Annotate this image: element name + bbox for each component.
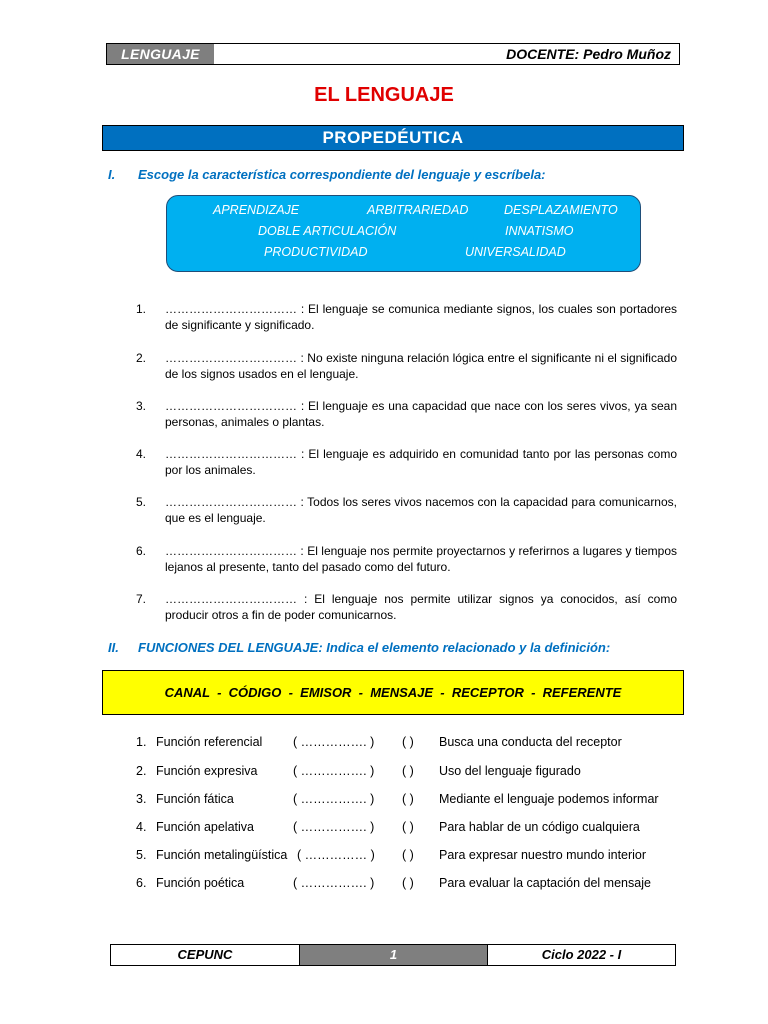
definition-blank: ( ) bbox=[402, 848, 414, 862]
header-bar bbox=[106, 43, 680, 65]
definition-blank: ( ) bbox=[402, 764, 414, 778]
element-blank: ( ……………. ) bbox=[293, 735, 375, 749]
definition-text: Para hablar de un código cualquiera bbox=[439, 820, 640, 834]
item-number: 2. bbox=[136, 351, 147, 365]
part2-number: II. bbox=[108, 640, 119, 655]
element-blank: ( …………… ) bbox=[297, 848, 375, 862]
definition-text: Uso del lenguaje figurado bbox=[439, 764, 581, 778]
definition-blank: ( ) bbox=[402, 876, 414, 890]
item-number: 6. bbox=[136, 544, 147, 558]
option-universalidad: UNIVERSALIDAD bbox=[465, 245, 566, 259]
item-text: …………………………… : El lenguaje es adquirido en comunidad tanto por las personas como por los animales. bbox=[165, 447, 677, 477]
table-row bbox=[136, 876, 696, 892]
table-row bbox=[136, 735, 696, 751]
item-text: …………………………… : El lenguaje es una capacidad que nace con los seres vivos, ya sean personas, animales o plantas. bbox=[165, 399, 677, 429]
option-aprendizaje: APRENDIZAJE bbox=[213, 203, 300, 217]
definition-blank: ( ) bbox=[402, 792, 414, 806]
row-number: 5. bbox=[136, 848, 147, 862]
list-item bbox=[136, 446, 677, 480]
list-item bbox=[136, 494, 677, 528]
option-innatismo: INNATISMO bbox=[505, 224, 574, 238]
part1-number: I. bbox=[108, 167, 116, 182]
item-text: …………………………… : El lenguaje nos permite utilizar signos ya conocidos, así como producir otros a fin de poder comunicarnos. bbox=[165, 592, 677, 622]
function-name: Función apelativa bbox=[156, 820, 254, 834]
table-row bbox=[136, 820, 696, 836]
table-row bbox=[136, 792, 696, 808]
definition-text: Busca una conducta del receptor bbox=[439, 735, 622, 749]
item-number: 1. bbox=[136, 302, 147, 316]
definition-text: Para expresar nuestro mundo interior bbox=[439, 848, 647, 862]
part2-instruction: FUNCIONES DEL LENGUAJE: Indica el elemento relacionado y la definición: bbox=[138, 640, 611, 655]
element-blank: ( ……………. ) bbox=[293, 792, 375, 806]
section-banner: PROPEDÉUTICA bbox=[102, 125, 684, 151]
list-item bbox=[136, 591, 677, 625]
list-item bbox=[136, 398, 677, 432]
option-productividad: PRODUCTIVIDAD bbox=[264, 245, 368, 259]
option-arbitrariedad: ARBITRARIEDAD bbox=[367, 203, 469, 217]
row-number: 1. bbox=[136, 735, 147, 749]
definition-blank: ( ) bbox=[402, 820, 414, 834]
item-text: …………………………… : El lenguaje nos permite proyectarnos y referirnos a lugares y tiempos lejanos al presente, tanto del pasado como del futuro. bbox=[165, 544, 677, 574]
elements-box: CANAL - CÓDIGO - EMISOR - MENSAJE - RECEPTOR - REFERENTE bbox=[102, 670, 684, 715]
list-item bbox=[136, 543, 677, 577]
table-row bbox=[136, 764, 696, 780]
footer-cycle: Ciclo 2022 - I bbox=[541, 947, 622, 962]
definition-text: Para evaluar la captación del mensaje bbox=[439, 876, 651, 890]
row-number: 2. bbox=[136, 764, 147, 778]
part2-heading bbox=[108, 640, 708, 656]
page-title: EL LENGUAJE bbox=[314, 84, 454, 106]
element-blank: ( ……………. ) bbox=[293, 876, 375, 890]
footer-bar bbox=[110, 944, 676, 966]
page-number: 1 bbox=[300, 945, 488, 965]
function-name: Función fática bbox=[156, 792, 234, 806]
function-name: Función poética bbox=[156, 876, 245, 890]
list-item bbox=[136, 301, 677, 335]
item-number: 7. bbox=[136, 592, 147, 606]
definition-blank: ( ) bbox=[402, 735, 414, 749]
table-row bbox=[136, 848, 696, 864]
function-name: Función metalingüística bbox=[156, 848, 288, 862]
item-number: 4. bbox=[136, 447, 147, 461]
teacher-label: DOCENTE: Pedro Muñoz bbox=[506, 46, 671, 62]
item-text: …………………………… : Todos los seres vivos nacemos con la capacidad para comunicarnos, que es el lenguaje. bbox=[165, 495, 677, 525]
row-number: 6. bbox=[136, 876, 147, 890]
item-number: 3. bbox=[136, 399, 147, 413]
element-blank: ( ……………. ) bbox=[293, 820, 375, 834]
option-desplazamiento: DESPLAZAMIENTO bbox=[504, 203, 618, 217]
part1-heading bbox=[108, 167, 708, 183]
definition-text: Mediante el lenguaje podemos informar bbox=[439, 792, 659, 806]
row-number: 3. bbox=[136, 792, 147, 806]
function-name: Función expresiva bbox=[156, 764, 258, 778]
item-number: 5. bbox=[136, 495, 147, 509]
option-doble-articulacion: DOBLE ARTICULACIÓN bbox=[258, 224, 397, 238]
function-name: Función referencial bbox=[156, 735, 263, 749]
item-text: …………………………… : El lenguaje se comunica mediante signos, los cuales son portadores de significante y significado. bbox=[165, 302, 677, 332]
subject-label: LENGUAJE bbox=[107, 44, 214, 64]
characteristics-box bbox=[166, 195, 641, 272]
footer-institution: CEPUNC bbox=[111, 945, 300, 965]
row-number: 4. bbox=[136, 820, 147, 834]
element-blank: ( ……………. ) bbox=[293, 764, 375, 778]
list-item bbox=[136, 350, 677, 384]
item-text: …………………………… : No existe ninguna relación lógica entre el significante ni el significado de los signos usados en el lenguaje. bbox=[165, 351, 677, 381]
part1-instruction: Escoge la característica correspondiente del lenguaje y escríbela: bbox=[138, 167, 546, 182]
